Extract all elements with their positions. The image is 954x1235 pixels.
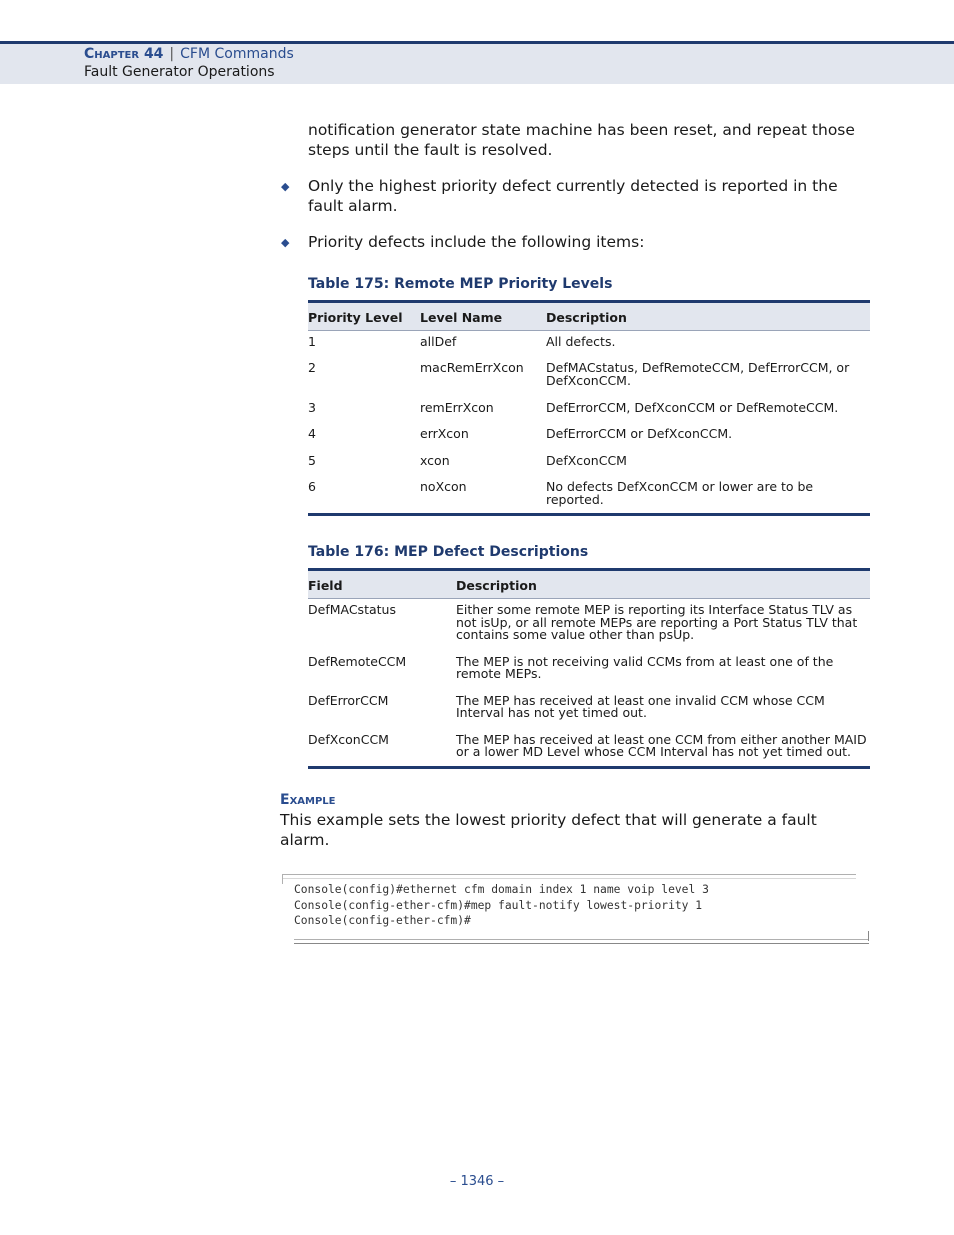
cell-description: DefErrorCCM, DefXconCCM or DefRemoteCCM. — [546, 400, 839, 415]
cell-description: The MEP has received at least one CCM from either another MAID — [456, 732, 867, 747]
cell-description: The MEP has received at least one invalid CCM whose CCM — [456, 693, 825, 708]
diamond-bullet-icon: ◆ — [281, 236, 290, 249]
table-header-row — [308, 303, 870, 331]
code-line: Console(config-ether-cfm)# — [294, 914, 471, 927]
paragraph-line: This example sets the lowest priority defect that will generate a fault — [280, 811, 817, 829]
running-header-chapter — [84, 46, 294, 62]
column-header-priority-level: Priority Level — [308, 310, 403, 325]
table-header-row — [308, 571, 870, 599]
table-bottom-rule — [308, 513, 870, 516]
header-separator: | — [169, 46, 175, 62]
cell-description: reported. — [546, 492, 604, 507]
cell-priority-level: 5 — [308, 453, 316, 468]
cell-description: DefXconCCM — [546, 453, 627, 468]
column-header-field: Field — [308, 578, 343, 593]
cell-level-name: remErrXcon — [420, 400, 494, 415]
cell-priority-level: 4 — [308, 426, 316, 441]
cell-description: contains some value other than psUp. — [456, 627, 695, 642]
cell-field: DefMACstatus — [308, 602, 396, 617]
bullet-item-priority-defects: Priority defects include the following items: — [308, 233, 645, 251]
code-frame-right — [866, 931, 869, 941]
cell-field: DefRemoteCCM — [308, 654, 407, 669]
table-176-title: Table 176: MEP Defect Descriptions — [308, 544, 589, 560]
page-number: – 1346 – — [449, 1174, 505, 1189]
column-header-description: Description — [546, 310, 627, 325]
cell-priority-level: 2 — [308, 360, 316, 375]
chapter-title: CFM Commands — [180, 46, 294, 62]
cell-field: DefXconCCM — [308, 732, 389, 747]
cell-field: DefErrorCCM — [308, 693, 389, 708]
cell-priority-level: 6 — [308, 479, 316, 494]
cell-description: Interval has not yet timed out. — [456, 705, 647, 720]
example-heading: Example — [280, 792, 336, 808]
cell-level-name: errXcon — [420, 426, 469, 441]
paragraph-line: Only the highest priority defect currently detected is reported in the — [308, 177, 838, 195]
bullet-item-highest-priority — [308, 177, 838, 216]
code-line: Console(config)#ethernet cfm domain index 1 name voip level 3 — [294, 883, 709, 896]
cell-description: or a lower MD Level whose CCM Interval has not yet timed out. — [456, 744, 851, 759]
cell-description: The MEP is not receiving valid CCMs from at least one of the — [456, 654, 834, 669]
continuation-paragraph — [308, 121, 855, 160]
paragraph-line: steps until the fault is resolved. — [308, 140, 553, 159]
chapter-label: Chapter 44 — [84, 46, 164, 62]
code-line: Console(config-ether-cfm)#mep fault-notify lowest-priority 1 — [294, 899, 703, 912]
code-frame-bottom — [294, 939, 869, 944]
running-header-section: Fault Generator Operations — [84, 64, 275, 80]
cell-priority-level: 1 — [308, 334, 316, 349]
column-header-description: Description — [456, 578, 537, 593]
cell-description: not isUp, or all remote MEPs are reporting a Port Status TLV that — [456, 615, 858, 630]
code-frame-top — [282, 874, 856, 879]
paragraph-line: notification generator state machine has been reset, and repeat those — [308, 121, 855, 139]
code-frame-left — [282, 874, 285, 884]
paragraph-line: fault alarm. — [308, 196, 398, 215]
example-description — [280, 811, 817, 850]
cell-level-name: noXcon — [420, 479, 467, 494]
diamond-bullet-icon: ◆ — [281, 180, 290, 193]
table-175 — [308, 300, 870, 516]
cell-level-name: macRemErrXcon — [420, 360, 524, 375]
table-176 — [308, 568, 870, 769]
cell-description: remote MEPs. — [456, 666, 542, 681]
cell-description: All defects. — [546, 334, 616, 349]
cell-description: Either some remote MEP is reporting its Interface Status TLV as — [456, 602, 853, 617]
cell-description: DefMACstatus, DefRemoteCCM, DefErrorCCM, or — [546, 360, 850, 375]
cell-priority-level: 3 — [308, 400, 316, 415]
cell-level-name: xcon — [420, 453, 450, 468]
paragraph-line: alarm. — [280, 830, 330, 849]
cell-description: DefErrorCCM or DefXconCCM. — [546, 426, 733, 441]
table-175-title: Table 175: Remote MEP Priority Levels — [308, 276, 613, 292]
table-bottom-rule — [308, 766, 870, 769]
cell-level-name: allDef — [420, 334, 457, 349]
column-header-level-name: Level Name — [420, 310, 503, 325]
cell-description: DefXconCCM. — [546, 373, 631, 388]
cell-description: No defects DefXconCCM or lower are to be — [546, 479, 814, 494]
